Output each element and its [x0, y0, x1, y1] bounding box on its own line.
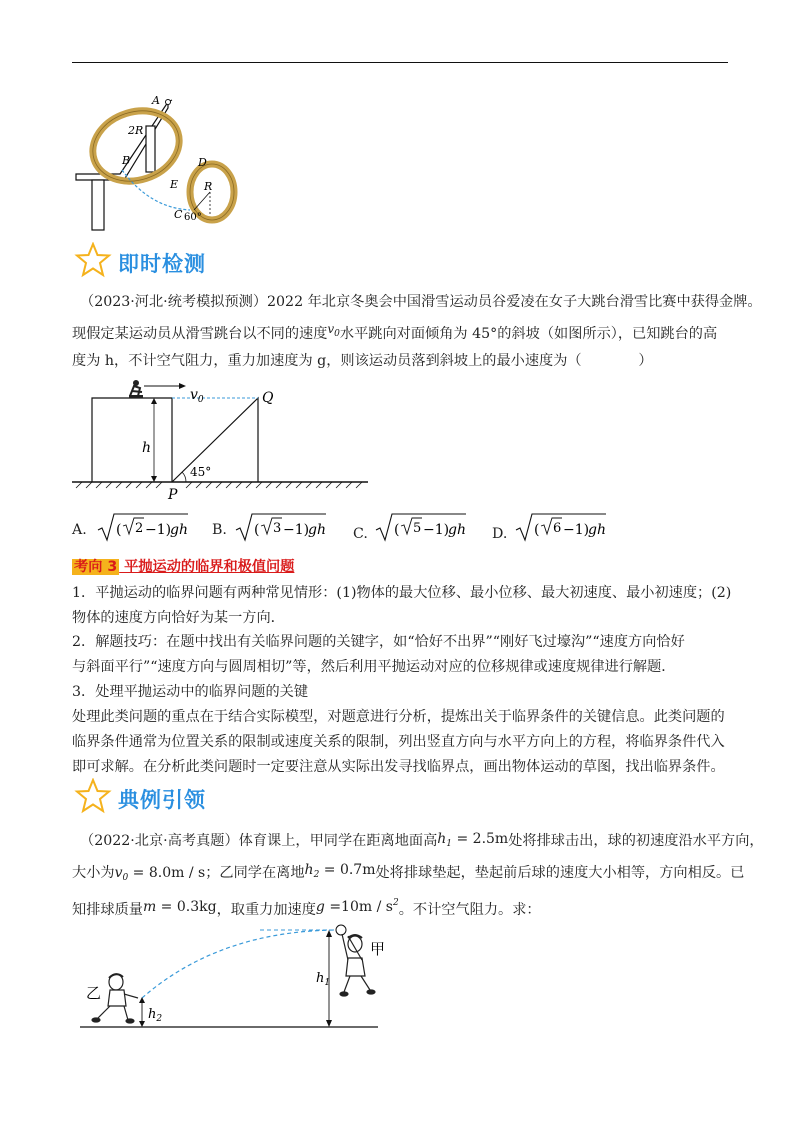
point-4a: 处理此类问题的重点在于结合实际模型，对题意进行分析，提炼出关于临界条件的关键信息。此类问题的 [72, 709, 725, 725]
svg-text:gh: gh [170, 522, 188, 538]
header-rule [72, 62, 728, 63]
label-R: R [204, 180, 213, 193]
jump-tower [92, 398, 172, 482]
option-A[interactable]: A. [72, 522, 87, 538]
svg-text:−1): −1) [283, 522, 310, 538]
svg-text:(: ( [254, 522, 260, 538]
figure-volleyball [80, 920, 390, 1032]
q1-line1: （2023·河北·统考模拟预测）2022 年北京冬奥会中国滑雪运动员谷爱凌在女子大跳台滑雪比赛中获得金牌。 [80, 294, 762, 310]
svg-text:3: 3 [273, 521, 282, 536]
label-h1: $h_1$ [316, 971, 331, 988]
option-A-formula [96, 510, 191, 544]
svg-text:5: 5 [413, 521, 422, 536]
option-B-formula [234, 510, 329, 544]
q1-line2: 现假定某运动员从滑雪跳台以不同的速度$^{v_0}$水平跳向对面倾角为 45°的斜坡（如图所示），已知跳台的高 [72, 322, 718, 342]
q2-line2: 大小为$v_0 = 8.0m / s$；乙同学在离地$h_2 = 0.7m$处将排球垫起，垫起前后球的速度大小相等，方向相反。已 [72, 862, 745, 883]
point-4c: 即可求解。在分析此类问题时一定要注意从实际出发寻找临界点，画出物体运动的草图，找出临界条件。 [72, 759, 725, 775]
svg-text:gh: gh [588, 522, 606, 538]
option-D-formula [514, 510, 609, 544]
table-leg [92, 180, 104, 230]
ball-trajectory [142, 930, 340, 998]
table-leg [146, 126, 155, 172]
label-B: B [122, 154, 131, 167]
q1-line3: 度为 h，不计空气阻力，重力加速度为 g，则该运动员落到斜坡上的最小速度为（ ） [72, 353, 653, 369]
option-C[interactable]: C. [353, 526, 368, 542]
point-4b: 临界条件通常为位置关系的限制或速度关系的限制，列出竖直方向与水平方向上的方程，将临界条件代入 [72, 734, 725, 750]
point-1a: 1．平抛运动的临界问题有两种常见情形：(1)物体的最大位移、最小位移、最大初速度、最小初速度；(2) [72, 585, 732, 601]
kaoxiang-heading: 考向 3 平抛运动的临界和极值问题 [74, 559, 295, 575]
section-title-instant-check: 即时检测 [118, 252, 206, 276]
label-C: C [174, 208, 183, 221]
point-2a: 2．解题技巧：在题中找出有关临界问题的关键字，如“恰好不出界”“刚好飞过壕沟”“速度方向恰好 [72, 634, 685, 650]
svg-text:−1): −1) [563, 522, 590, 538]
label-v0: $v_0$ [190, 387, 204, 405]
label-h2: $h_2$ [148, 1007, 163, 1024]
label-Q: Q [262, 390, 274, 406]
label-A: A [152, 94, 160, 107]
q2-line3: 知排球质量m = 0.3kg，取重力加速度$g =10m / s^2$。不计空气阻力。求： [72, 898, 541, 918]
q2-line1: （2022·北京·高考真题）体育课上，甲同学在距离地面高$h_1 = 2.5m$处将排球击出，球的初速度沿水平方向， [80, 831, 764, 849]
label-jia: 甲 [370, 940, 386, 958]
label-2R: 2R [128, 124, 144, 137]
svg-text:2: 2 [135, 521, 144, 536]
label-D: D [198, 156, 207, 169]
svg-text:6: 6 [553, 521, 562, 536]
svg-text:gh: gh [448, 522, 466, 538]
svg-text:(: ( [394, 522, 400, 538]
section-title-typical-example: 典例引领 [118, 788, 206, 812]
star-icon [74, 242, 112, 278]
svg-text:−1): −1) [423, 522, 450, 538]
slope [172, 398, 258, 482]
star-icon [74, 778, 112, 814]
figure-ring-track [72, 88, 252, 238]
label-yi: 乙 [86, 984, 102, 1002]
label-45: 45° [190, 465, 212, 479]
ball-icon [336, 925, 346, 935]
label-h: h [142, 440, 152, 456]
label-P: P [168, 487, 178, 502]
option-B[interactable]: B. [212, 522, 227, 538]
point-1b: 物体的速度方向恰好为某一方向． [72, 610, 285, 626]
option-D[interactable]: D. [492, 526, 508, 542]
figure-ski-jump [72, 372, 372, 502]
option-C-formula [374, 510, 469, 544]
svg-text:(: ( [534, 522, 540, 538]
skier-icon [129, 395, 143, 398]
label-E: E [170, 178, 179, 191]
point-2b: 与斜面平行”“速度方向与圆周相切”等，然后利用平抛运动对应的位移规律或速度规律进行解题． [72, 659, 676, 675]
point-3: 3．处理平抛运动中的临界问题的关键 [72, 684, 309, 700]
svg-text:−1): −1) [145, 522, 172, 538]
svg-text:(: ( [116, 522, 122, 538]
label-angle: 60° [184, 212, 202, 223]
svg-text:gh: gh [308, 522, 326, 538]
